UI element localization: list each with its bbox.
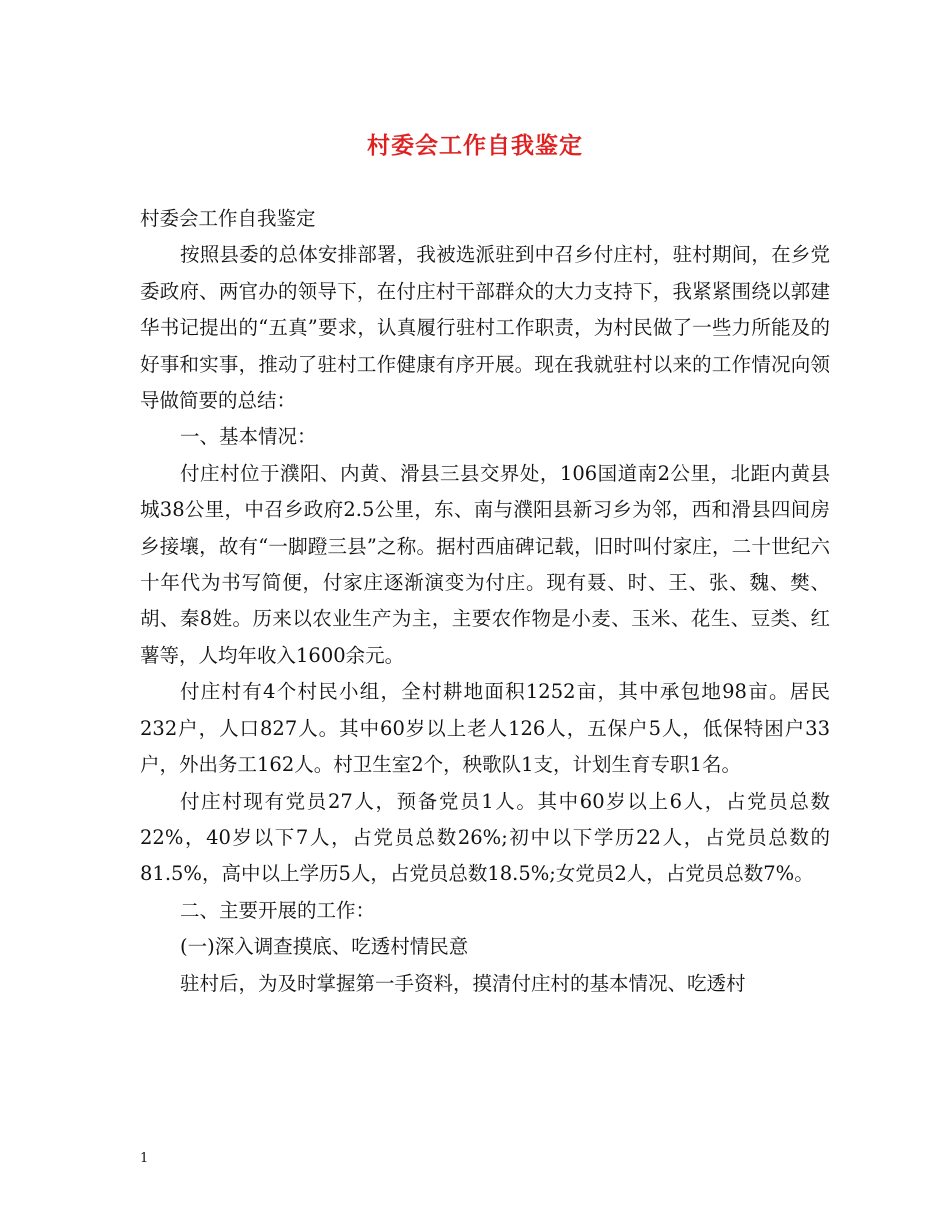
body-heading: 村委会工作自我鉴定 <box>140 207 316 230</box>
document-title: 村委会工作自我鉴定 <box>367 132 583 159</box>
section-heading-work: 二、主要开展的工作： <box>180 898 376 922</box>
document-body <box>140 201 830 1002</box>
section-heading-basic: 一、基本情况： <box>180 425 317 449</box>
paragraph-party-members: 付庄村现有党员27人，预备党员1人。其中60岁以上6人，占党员总数22%，40岁以下7人，占党员总数26%;初中以下学历22人，占党员总数的81.5%，高中以上学历5人，占党员总数18.5%;女党员2人，占党员总数7%。 <box>140 789 830 886</box>
paragraph-survey: 驻村后，为及时掌握第一手资料，摸清付庄村的基本情况、吃透村 <box>180 971 746 995</box>
paragraph-population: 付庄村有4个村民小组，全村耕地面积1252亩，其中承包地98亩。居民232户，人口827人。其中60岁以上老人126人，五保户5人，低保特困户33户，外出务工162人。村卫生室2个，秧歌队1支，计划生育专职1名。 <box>140 680 830 777</box>
paragraph-location: 付庄村位于濮阳、内黄、滑县三县交界处，106国道南2公里，北距内黄县城38公里，中召乡政府2.5公里，东、南与濮阳县新习乡为邻，西和滑县四间房乡接壤，故有“一脚蹬三县”之称。据村西庙碑记载，旧时叫付家庄，二十世纪六十年代为书写简便，付家庄逐渐演变为付庄。现有聂、时、王、张、魏、樊、胡、秦8姓。历来以农业生产为主，主要农作物是小麦、玉米、花生、豆类、红薯等，人均年收入1600余元。 <box>140 461 830 667</box>
paragraph-intro: 按照县委的总体安排部署，我被选派驻到中召乡付庄村，驻村期间，在乡党委政府、两官办的领导下，在付庄村干部群众的大力支持下，我紧紧围绕以郭建华书记提出的“五真”要求，认真履行驻村工作职责，为村民做了一些力所能及的好事和实事，推动了驻村工作健康有序开展。现在我就驻村以来的工作情况向领导做简要的总结： <box>140 243 830 413</box>
page-number: 1 <box>140 1151 149 1166</box>
subsection-heading-survey: (一)深入调查摸底、吃透村情民意 <box>180 935 469 959</box>
